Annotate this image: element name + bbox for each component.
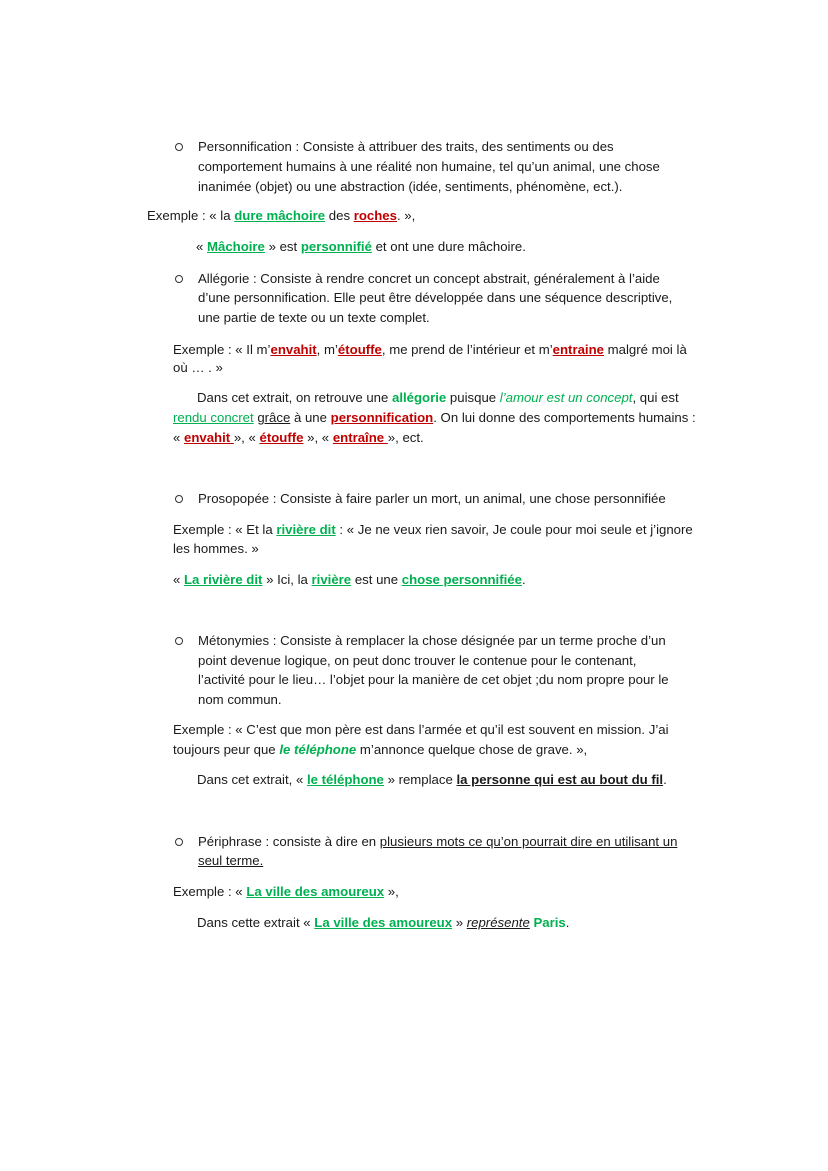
text-segment: . (565, 915, 570, 930)
allegorie-example-line (173, 359, 223, 377)
highlighted-term: dure mâchoire (234, 208, 326, 223)
text-segment: , me prend de l’intérieur et m’ (381, 342, 553, 357)
text-segment: . », (396, 208, 416, 223)
text-segment: est une (351, 572, 402, 587)
highlighted-term: roches (353, 208, 397, 223)
text-segment: : « Je ne veux rien savoir, Je coule pour moi seule et j’ignore (335, 522, 693, 537)
text-segment: Personnification : Consiste à attribuer des traits, des sentiments ou des (198, 139, 614, 154)
text-segment: malgré moi là (603, 342, 687, 357)
allegorie-explanation-line (173, 429, 424, 447)
text-segment: » (452, 915, 467, 930)
text-segment: , qui est (632, 390, 679, 405)
text-segment: une partie de texte ou un texte complet. (198, 310, 430, 325)
metonymie-explanation-line (197, 771, 667, 789)
allegorie-example-line (173, 341, 687, 359)
periphrase-example-line (173, 883, 399, 901)
text-segment: Périphrase : consiste à dire en (198, 834, 380, 849)
text-segment: Dans cette extrait « (197, 915, 315, 930)
text-segment: , m’ (316, 342, 338, 357)
text-segment: Allégorie : Consiste à rendre concret un concept abstrait, généralement à l’aide (198, 271, 660, 286)
text-segment: point devenue logique, on peut donc trouver le contenue pour le contenant, (198, 653, 637, 668)
highlighted-term: représente (466, 915, 530, 930)
text-segment: Exemple : « C’est que mon père est dans l’armée et qu’il est souvent en mission. J’ai (173, 722, 669, 737)
text-segment: » est (264, 239, 301, 254)
prosopopee-explanation-line (173, 571, 526, 589)
metonymie-example-line (173, 741, 587, 759)
highlighted-term: La ville des amoureux (314, 915, 453, 930)
text-segment: » Ici, la (262, 572, 312, 587)
personnification-def-line (198, 138, 614, 156)
text-segment: Prosopopée : Consiste à faire parler un mort, un animal, une chose personnifiée (198, 491, 666, 506)
allegorie-explanation-line (197, 389, 679, 407)
allegorie-def-line (198, 309, 430, 327)
text-segment: Dans cet extrait, on retrouve une (197, 390, 392, 405)
allegorie-explanation-line (173, 409, 696, 427)
personnification-def-line (198, 178, 622, 196)
text-segment: », ect. (387, 430, 424, 445)
allegorie-def-line (198, 270, 660, 288)
text-segment: les hommes. » (173, 541, 259, 556)
text-segment: Exemple : « Il m’ (173, 342, 271, 357)
text-segment: Dans cet extrait, « (197, 772, 307, 787)
bullet-icon (175, 637, 183, 645)
highlighted-term: étouffe (337, 342, 382, 357)
highlighted-term: rendu concret (173, 410, 254, 425)
highlighted-term: La ville des amoureux (246, 884, 385, 899)
text-segment: Exemple : « (173, 884, 247, 899)
text-segment: », « (233, 430, 260, 445)
highlighted-term: plusieurs mots ce qu’on pourrait dire en utilisant un (379, 834, 678, 849)
text-segment: comportement humains à une réalité non humaine, tel qu’un animal, une chose (198, 159, 660, 174)
bullet-icon (175, 495, 183, 503)
metonymie-def-line (198, 652, 636, 670)
highlighted-term: personnification (330, 410, 434, 425)
personnification-example-line (147, 207, 415, 225)
text-segment: . On lui donne des comportements humains : (433, 410, 696, 425)
highlighted-term: étouffe (259, 430, 304, 445)
text-segment: « (173, 572, 184, 587)
text-segment: », « (303, 430, 333, 445)
highlighted-term: seul terme. (198, 853, 264, 868)
text-segment: . (521, 572, 526, 587)
highlighted-term: rivière (311, 572, 352, 587)
text-segment: l’activité pour le lieu… l’objet pour la manière de cet objet ;du nom propre pour le (198, 672, 669, 687)
personnification-def-line (198, 158, 660, 176)
highlighted-term: envahit (270, 342, 317, 357)
highlighted-term: personnifié (300, 239, 372, 254)
metonymie-example-line (173, 721, 669, 739)
highlighted-term: le téléphone (306, 772, 384, 787)
text-segment: à une (290, 410, 331, 425)
text-segment: toujours peur que (173, 742, 280, 757)
highlighted-term: entraine (552, 342, 604, 357)
text-segment: . (663, 772, 667, 787)
highlighted-term: entraîne (332, 430, 388, 445)
personnification-explanation-line (196, 238, 526, 256)
text-segment: des (325, 208, 354, 223)
text-segment: m’annonce quelque chose de grave. », (356, 742, 588, 757)
periphrase-explanation-line (197, 914, 569, 932)
prosopopee-example-line (173, 540, 259, 558)
highlighted-term: La rivière dit (184, 572, 263, 587)
bullet-icon (175, 143, 183, 151)
highlighted-term: la personne qui est au bout du fil (456, 772, 664, 787)
highlighted-term: allégorie (392, 390, 447, 405)
text-segment: puisque (446, 390, 500, 405)
prosopopee-example-line (173, 521, 693, 539)
bullet-icon (175, 838, 183, 846)
prosopopee-def-line (198, 490, 666, 508)
metonymie-def-line (198, 691, 282, 709)
text-segment: où … . » (173, 360, 223, 375)
highlighted-term: envahit (184, 430, 234, 445)
highlighted-term: chose personnifiée (401, 572, 522, 587)
highlighted-term: l’amour est un concept (499, 390, 633, 405)
highlighted-term: grâce (257, 410, 291, 425)
metonymie-def-line (198, 632, 666, 650)
highlighted-term: Paris (533, 915, 566, 930)
text-segment: « (173, 430, 184, 445)
text-segment: » remplace (383, 772, 457, 787)
allegorie-def-line (198, 289, 672, 307)
text-segment: », (384, 884, 399, 899)
bullet-icon (175, 275, 183, 283)
text-segment: d’une personnification. Elle peut être développée dans une séquence descriptive, (198, 290, 673, 305)
text-segment: inanimée (objet) ou une abstraction (idée, sentiments, phénomène, ect.). (198, 179, 623, 194)
metonymie-def-line (198, 671, 669, 689)
text-segment: nom commun. (198, 692, 282, 707)
text-segment: « (196, 239, 207, 254)
highlighted-term: rivière dit (276, 522, 336, 537)
highlighted-term: Mâchoire (207, 239, 265, 254)
periphrase-def-line (198, 833, 677, 851)
periphrase-def-line (198, 852, 263, 870)
text-segment: et ont une dure mâchoire. (371, 239, 526, 254)
text-segment: Exemple : « la (147, 208, 235, 223)
text-segment: Métonymies : Consiste à remplacer la chose désignée par un terme proche d’un (198, 633, 666, 648)
highlighted-term: le téléphone (279, 742, 357, 757)
text-segment: Exemple : « Et la (173, 522, 277, 537)
